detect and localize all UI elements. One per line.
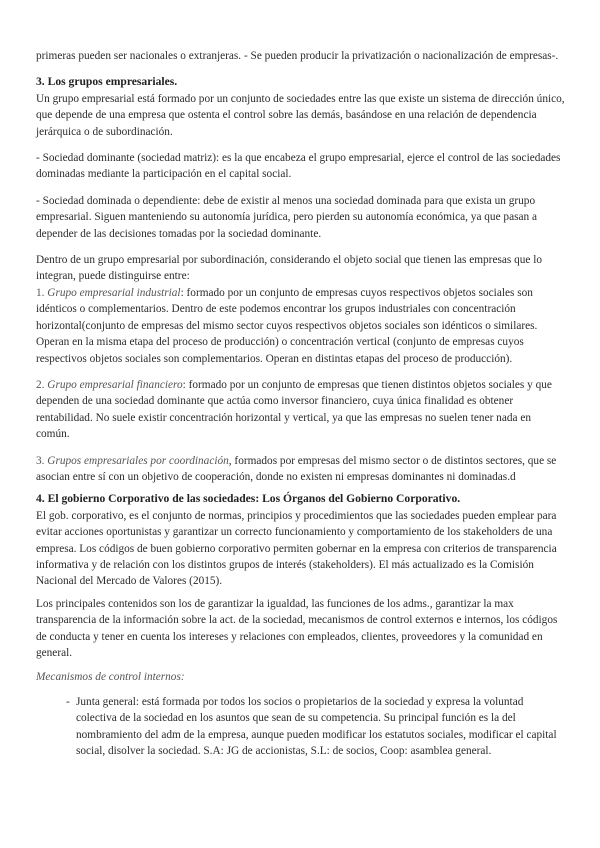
- list-bullet: -: [66, 695, 70, 708]
- list-item-term: Grupo empresarial financiero: [47, 378, 183, 391]
- gobierno-corporativo-paragraph: El gob. corporativo, es el conjunto de normas, principios y procedimientos que las sociedades pueden emplear para evitar acciones oportunistas y garantizar un correcto funcionamiento y comportamiento de los stakeholders de una empresa. Los códigos de buen gobierno corporativo permiten gobernar en la empresa con criterios de transparencia informativa y de relación con los distintos grupos de interés (stakeholders). El más actualizado es la Comisión Nacional del Mercado de Valores (2015).: [36, 509, 557, 588]
- list-item-term: Grupos empresariales por coordinación: [47, 454, 229, 467]
- list-item-junta-general: [66, 694, 566, 760]
- list-item-financiero: [36, 377, 566, 443]
- intro-paragraph: primeras pueden ser nacionales o extranjeras. - Se pueden producir la privatización o nacionalización de empresas-.: [36, 50, 559, 62]
- dentro-grupo-paragraph: Dentro de un grupo empresarial por subordinación, considerando el objeto social que tienen las empresas que lo integran, puede distinguirse entre:: [36, 254, 543, 283]
- grupo-definition-paragraph: Un grupo empresarial está formado por un conjunto de sociedades entre las que existe un sistema de dirección único, que depende de una empresa que ostenta el control sobre las demás, basándose en una relación de dependencia jerárquica o de subordinación.: [36, 92, 565, 138]
- list-item-industrial: [36, 285, 566, 367]
- list-item-text: : formado por un conjunto de empresas cuyos respectivos objetos sociales son idénticos o complementarios. Dentro de este podemos encontrar los grupos industriales con concentración horizontal(conjunto de empresas del mismo sector cuyos respectivos objetos sociales son idénticos o similares. Operan en la misma etapa del proceso de producción) o concentración vertical (conjunto de empresas cuyos respectivos objetos sociales son complementarios. Operan en distintas etapas del proceso de producción).: [36, 286, 538, 365]
- principales-contenidos-paragraph: Los principales contenidos son los de garantizar la igualdad, las funciones de los adms., garantizar la max transparencia de la información sobre la act. de la sociedad, mecanismos de control externos e internos, los códigos de conducta y tener en cuenta los intereses y relaciones con empleados, clientes, proveedores y la comunidad en general.: [36, 597, 558, 659]
- mecanismos-heading: Mecanismos de control internos:: [36, 671, 185, 684]
- list-item-number: 3.: [36, 454, 48, 467]
- list-item-number: 1.: [36, 286, 48, 299]
- section-heading-gobierno: 4. El gobierno Corporativo de las sociedades: Los Órganos del Gobierno Corporativo.: [36, 492, 461, 506]
- list-item-text: : formado por un conjunto de empresas que tienen distintos objetos sociales y que dependen de una sociedad dominante que actúa como inversor financiero, cuya única finalidad es obtener rentabilidad. No suele existir concentración horizontal y vertical, ya que las empresas no suelen tener nada en común.: [36, 378, 552, 441]
- document-page: [36, 48, 566, 759]
- list-item-text: , formados por empresas del mismo sector o de distintos sectores, que se asocian entre sí con un objetivo de cooperación, donde no existen ni empresas dominantes ni dominadas.d: [36, 454, 557, 483]
- list-item-term: Grupo empresarial industrial: [47, 286, 181, 299]
- junta-general-text: Junta general: está formada por todos los socios o propietarios de la sociedad y expresa la voluntad colectiva de la sociedad en los asuntos que sean de su competencia. Su principal función es la del nombramiento del adm de la empresa, aunque pueden modificar los estatutos sociales, modificar el capital social, disolver la sociedad. S.A: JG de accionistas, S.L: de socios, Coop: asamblea general.: [76, 695, 557, 758]
- section-heading-grupos: 3. Los grupos empresariales.: [36, 75, 178, 89]
- list-item-number: 2.: [36, 378, 48, 391]
- sociedad-dominada-paragraph: - Sociedad dominada o dependiente: debe de existir al menos una sociedad dominada para que exista un grupo empresarial. Siguen manteniendo su autonomía jurídica, pero pierden su autonomía económica, ya que pasan a depender de las decisiones tomadas por la sociedad dominante.: [36, 194, 537, 240]
- list-item-coordinacion: [36, 453, 566, 486]
- sociedad-dominante-paragraph: - Sociedad dominante (sociedad matriz): es la que encabeza el grupo empresarial, ejerce el control de las sociedades dominadas mediante la participación en el capital social.: [36, 152, 561, 181]
- control-mechanisms-list: [36, 694, 566, 760]
